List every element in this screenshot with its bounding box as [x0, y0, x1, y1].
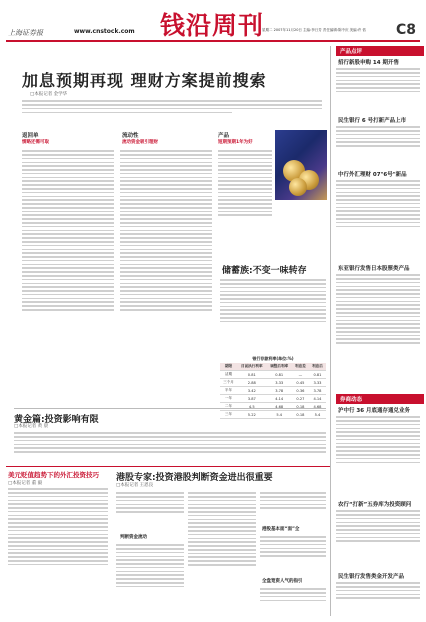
- gold-article: [14, 430, 326, 466]
- article-column-3: [218, 148, 272, 258]
- hk-subhead-2: 港股基本面“面”全: [262, 527, 300, 532]
- table-cell: 4.68: [267, 403, 292, 411]
- rate-table-header: 利息差: [292, 363, 309, 371]
- savings-article: [220, 277, 326, 351]
- rate-table-caption: 银行存款利率(单位:%): [252, 356, 294, 361]
- article-column-1: [22, 148, 114, 410]
- table-cell: 三年: [220, 411, 237, 419]
- news-body-6: [336, 508, 420, 568]
- masthead-rule: [6, 40, 420, 42]
- table-cell: 4.68: [309, 403, 326, 411]
- hk-article-d: [260, 490, 326, 524]
- table-cell: 0.81: [309, 371, 326, 379]
- bottom-rule: [6, 466, 330, 467]
- news-body-7: [336, 580, 420, 616]
- savings-headline: 储蓄族:不变一味转存: [222, 266, 307, 276]
- table-row: [220, 371, 326, 379]
- hk-subhead-3: 全盘宽资人气的指引: [262, 579, 303, 584]
- hk-headline: 港股专家:投资港股判断资金进出很重要: [116, 473, 273, 483]
- table-cell: 3.42: [237, 387, 266, 395]
- website-url[interactable]: www.cnstock.com: [74, 28, 135, 35]
- rate-table-header: 调整后利率: [267, 363, 292, 371]
- news-headline-4: 东亚银行发售日本股票类产品: [338, 266, 410, 272]
- news-headline-5: 沪中行 36 月底通存通兑业务: [338, 408, 410, 414]
- news-body-3: [336, 178, 420, 260]
- table-cell: 0.36: [292, 387, 309, 395]
- news-body-4: [336, 272, 420, 392]
- rate-table-header: 目前执行利率: [237, 363, 266, 371]
- news-headline-2: 民生银行 6 号打新产品上市: [338, 118, 407, 124]
- hk-article-b: [116, 542, 184, 616]
- table-cell: 5.22: [237, 411, 266, 419]
- column-divider: [330, 46, 331, 616]
- lead-headline: 加息预期再现 理财方案提前搜索: [22, 71, 267, 90]
- gold-headline: 黄金篇:投资影响有限: [14, 415, 99, 425]
- news-headline-3: 中行外汇理财 07"6号"新品: [338, 172, 407, 178]
- table-row: [220, 395, 326, 403]
- hk-article-f: [260, 586, 326, 616]
- news-headline-7: 民生银行发售类金开发产品: [338, 574, 405, 580]
- gold-byline: □本报记者 黄 晨: [14, 424, 49, 429]
- table-row: [220, 411, 326, 419]
- rate-table-header: 利息后: [309, 363, 326, 371]
- news-body-2: [336, 124, 420, 164]
- section-sub-return: 惯略还需可取: [22, 140, 49, 145]
- coin-image: [289, 178, 307, 196]
- table-cell: 一年: [220, 395, 237, 403]
- table-cell: 0.18: [292, 411, 309, 419]
- table-cell: 0.45: [292, 379, 309, 387]
- section-sub-liquidity: 流动资金吸引理财: [122, 140, 158, 145]
- table-cell: 0.81: [267, 371, 292, 379]
- table-cell: 半年: [220, 387, 237, 395]
- table-cell: 3.87: [237, 395, 266, 403]
- section-sub-product: 短期预期1年为好: [218, 140, 253, 145]
- lead-summary: [22, 98, 322, 122]
- hk-article-c: [188, 490, 256, 616]
- table-cell: —: [292, 371, 309, 379]
- news-headline-1: 招行新股申购 14 期开售: [338, 60, 399, 66]
- table-cell: 4.14: [309, 395, 326, 403]
- table-cell: 二年: [220, 403, 237, 411]
- table-cell: 4.14: [267, 395, 292, 403]
- table-cell: 2.88: [237, 379, 266, 387]
- table-cell: 0.81: [237, 371, 266, 379]
- newspaper-logo: 上海证券报: [8, 29, 43, 37]
- table-row: [220, 379, 326, 387]
- table-cell: 三个月: [220, 379, 237, 387]
- table-cell: 3.33: [309, 379, 326, 387]
- rate-table-header: 期限: [220, 363, 237, 371]
- hk-article-a: [116, 490, 184, 530]
- table-cell: 活期: [220, 371, 237, 379]
- table-cell: 0.27: [292, 395, 309, 403]
- section-rule: [14, 408, 326, 409]
- fx-headline: 美元贬值趋势下的外汇投资技巧: [8, 471, 99, 479]
- table-row: [220, 387, 326, 395]
- article-column-2: [120, 148, 212, 410]
- table-cell: 3.33: [267, 379, 292, 387]
- coins-photo: [275, 130, 327, 200]
- section-label-liquidity: 流动性: [122, 133, 139, 139]
- fx-byline: □本报记者 董 毅: [8, 481, 43, 486]
- table-cell: 3.78: [309, 387, 326, 395]
- page-number: C8: [396, 22, 417, 38]
- page-title: 钱沿周刊: [160, 11, 265, 40]
- fx-article: [8, 486, 108, 616]
- lead-byline: □本报记者 金学华: [30, 92, 68, 97]
- table-row: [220, 403, 326, 411]
- section-label-return: 返回单: [22, 133, 39, 139]
- hk-article-e: [260, 534, 326, 574]
- section-label-product: 产品: [218, 133, 230, 139]
- table-cell: 5.4: [267, 411, 292, 419]
- news-body-1: [336, 66, 420, 110]
- news-headline-6: 农行“打新”五券库为投资顾问: [338, 502, 412, 508]
- news-body-5: [336, 414, 420, 496]
- rate-table: [220, 363, 326, 419]
- broker-news-bar: 券商动态: [336, 394, 424, 404]
- hk-subhead-1: 判断资金流动: [120, 535, 147, 540]
- table-cell: 4.5: [237, 403, 266, 411]
- table-cell: 3.78: [267, 387, 292, 395]
- table-cell: 0.18: [292, 403, 309, 411]
- rate-table-box: [220, 356, 326, 419]
- issue-meta: 星期二 2007年11月20日 主编:李日芳 责任编辑:陈中庆 美编:许 恬: [262, 28, 366, 32]
- table-cell: 5.4: [309, 411, 326, 419]
- product-review-bar: 产品点评: [336, 46, 424, 56]
- hk-byline: □本报记者 王恩良: [116, 483, 154, 488]
